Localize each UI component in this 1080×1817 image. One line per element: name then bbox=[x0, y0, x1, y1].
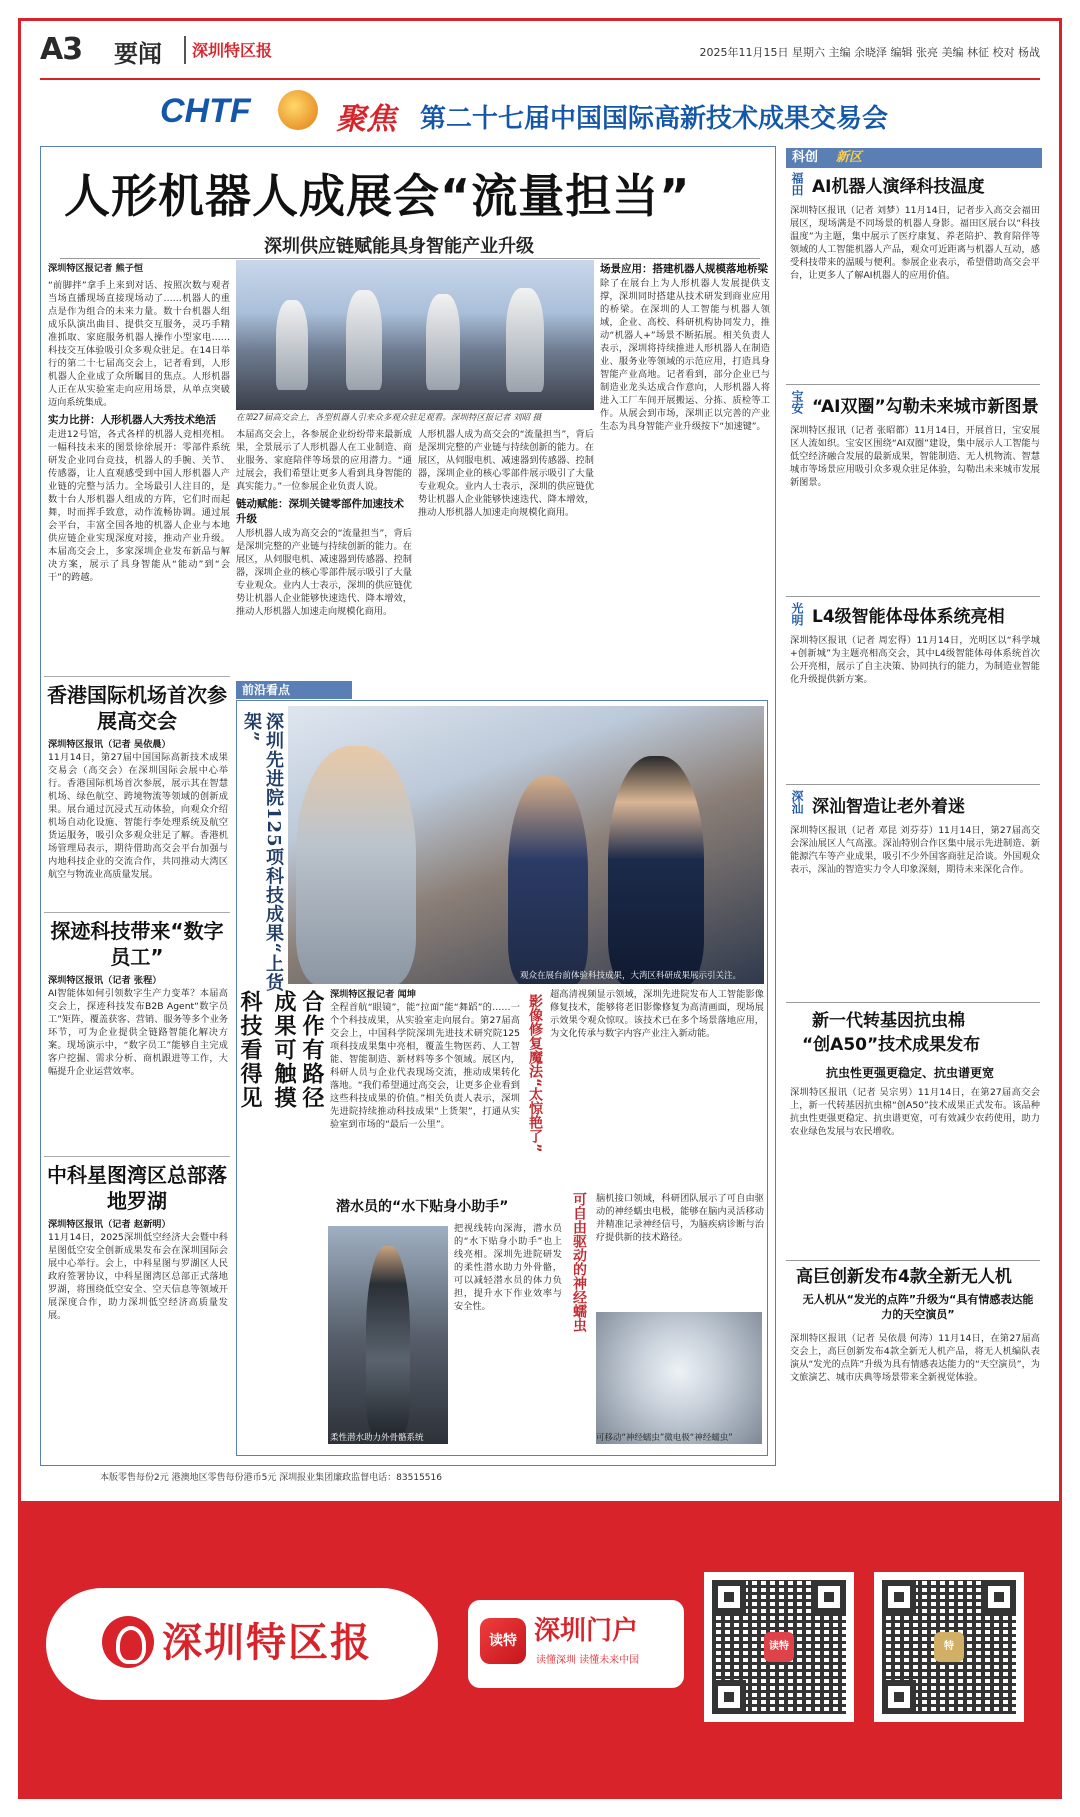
frontier-headline-3: 合作有路径 bbox=[299, 990, 324, 1110]
qr-finder bbox=[982, 1580, 1016, 1614]
footer-app-name: 深圳门户 bbox=[534, 1616, 639, 1646]
right-story-drones bbox=[790, 1332, 1040, 1460]
right-story-title: AI机器人演绎科技温度 bbox=[812, 177, 985, 197]
right-story-body: 深圳特区报讯（记者 吴宗男）11月14日，在第27届高交会上，新一代转基因抗虫棉“创A50”技术成果正式发布。该品种抗虫性更强更稳定、抗虫谱更宽，可有效减少农药使用，助力农业绿色发展与农民增收。 bbox=[790, 1087, 1040, 1137]
lead-subhead: 深圳供应链赋能具身智能产业升级 bbox=[264, 236, 534, 257]
qr-center-logo: 特 bbox=[934, 1632, 964, 1662]
footer-paper-name: 深圳特区报 bbox=[162, 1619, 372, 1666]
lead-body-3: 本届高交会上，各参展企业纷纷带来最新成果，全景展示了人形机器人在工业制造、商业服务、家庭陪伴等场景的应用潜力。“通过展会，我们希望让更多人看到具身智能的真实能力。”一位参展企业负责人说。 bbox=[236, 429, 412, 492]
right-story-subtitle: 抗虫性更强更稳定、抗虫谱更宽 bbox=[826, 1066, 995, 1080]
lead-body-4: 除了在展台上为人形机器人发展提供支撑，深圳同时搭建从技术研发到商业应用的桥梁。在深圳的人工智能与机器人领域，企业、高校、科研机构协同发力，推动“机器人+”场景不断拓展。相关负责人表示，深圳将持续推进人形机器人在制造业、服务业等领域的示范应用，打造具身智能产业高地。记者看到，部分企业已与制造业龙头达成合作意向，人形机器人将进入工厂车间开展搬运、分拣、质检等工作。从展会到市场，深圳正以完善的产业生态为具身智能产业升级按下“加速键”。 bbox=[600, 278, 770, 432]
lead-intro: “前脚拌”拿手上来到对话、按照次数与观者当场直播现场直接现场动了……机器人的重点是作为组合的未来力量。数十台机器人组成乐队演出曲目、提供交互服务，灵巧手精准抓取、家庭服务机器人操作小型家电……科技交互体验吸引众多观众驻足。在14日举行的第二十七届高交会上，记者看到，人形机器人企业成了众所瞩目的焦点。人形机器人正在从实验室走向应用场景，从单点突破迈向系统集成。 bbox=[48, 280, 230, 408]
frontier-worm-column bbox=[596, 1192, 764, 1308]
right-story-subtitle-wrap bbox=[800, 1292, 1036, 1328]
side-body: 11月14日，2025深圳低空经济大会暨中科星图低空安全创新成果发布会在深圳国际会展中心举行。会上，中科星图与罗湖区人民政府签署协议，中科星图湾区总部正式落地罗湖，将围绕低空安全、空天信息等领域开展深度合作，助力深圳低空经济高质量发展。 bbox=[48, 1232, 228, 1321]
qr-center-logo: 读特 bbox=[764, 1632, 794, 1662]
side-rule bbox=[44, 1156, 230, 1157]
frontier-photo bbox=[288, 706, 764, 984]
chtf-logo: CHTF bbox=[160, 92, 251, 130]
right-story-guangming bbox=[790, 634, 1040, 780]
lead-subtitle-1: 实力比拼：人形机器人大秀技术绝活 bbox=[48, 414, 216, 426]
frontier-body-image: 超高清视频显示领域，深圳先进院发布人工智能影像修复技术，能够将老旧影像修复为高清画面，现场展示效果令观众惊叹。该技术已在多个场景落地应用，为文化传承与数字内容产业注入新动能。 bbox=[550, 989, 764, 1039]
qr-finder bbox=[812, 1580, 846, 1614]
side-byline: 深圳特区报讯（记者 张程） bbox=[48, 975, 162, 986]
frontier-sub-worm: 可自由驱动的神经蠕虫 bbox=[571, 1192, 587, 1332]
frontier-photo-caption: 观众在展台前体验科技成果，大湾区科研成果展示引关注。 bbox=[520, 971, 742, 981]
qr-finder bbox=[882, 1680, 916, 1714]
side-story-tanji bbox=[48, 974, 228, 1152]
page-number: A3 bbox=[40, 32, 83, 67]
visitor-figure bbox=[296, 746, 416, 984]
right-rule bbox=[786, 1002, 1040, 1003]
section-name: 要闻 bbox=[114, 40, 162, 68]
right-rule bbox=[786, 784, 1040, 785]
banner-title: 第二十七届中国国际高新技术成果交易会 bbox=[420, 104, 889, 134]
lead-subtitle-2: 链动赋能：深圳关键零部件加速技术升级 bbox=[236, 498, 404, 525]
right-story-body: 深圳特区报讯（记者 张昭都）11月14日，开展首日，宝安展区人流如织。宝安区围绕“AI双圈”建设，集中展示人工智能与低空经济融合发展的最新成果，智能制造、无人机物流、智慧城市等场景应用吸引众多观众驻足体验，勾勒出未来城市发展新图景。 bbox=[790, 425, 1040, 488]
qr-pattern bbox=[712, 1580, 846, 1714]
visitor-figure bbox=[508, 776, 588, 984]
chtf-banner bbox=[160, 88, 920, 140]
robot-exhibition-photo bbox=[236, 260, 594, 410]
lead-subtitle-3: 场景应用：搭建机器人规模落地桥梁 bbox=[600, 263, 768, 275]
frontier-vertical-subtitle: 深圳先进院125项科技成果“上货架” bbox=[241, 712, 284, 992]
robot-figure bbox=[276, 300, 308, 390]
chtf-star-icon bbox=[278, 90, 318, 130]
lead-headline: 人形机器人成展会“流量担当” bbox=[64, 169, 691, 223]
right-column-label-2: 新区 bbox=[836, 150, 863, 165]
robot-figure bbox=[346, 290, 382, 390]
right-story-body: 深圳特区报讯（记者 刘梦）11月14日，记者步入高交会福田展区，现场满是不同场景的机器人身影。福田区展台以“科技温度”为主题，集中展示了医疗康复、养老陪护、教育陪伴等领域的人工智能机器人产品，观众可近距离与机器人互动，感受科技带来的温暖与便利。参展企业表示，希望借助高交会平台，让更多人了解AI机器人的应用价值。 bbox=[790, 205, 1040, 281]
paper-emblem-icon bbox=[102, 1616, 154, 1668]
frontier-exo-column bbox=[454, 1222, 562, 1448]
exoskeleton-caption: 柔性潜水助力外骨骼系统 bbox=[330, 1433, 424, 1443]
right-story-title-2: “创A50”技术成果发布 bbox=[802, 1035, 981, 1055]
frontier-vertical-headline-2 bbox=[262, 720, 290, 990]
side-byline: 深圳特区报讯（记者 吴依晨） bbox=[48, 739, 171, 750]
frontier-image-column bbox=[550, 988, 764, 1188]
frontier-byline: 深圳特区报记者 闻坤 bbox=[330, 989, 416, 1000]
right-story-title: 深汕智造让老外着迷 bbox=[812, 797, 965, 817]
frontier-body-worm: 脑机接口领域，科研团队展示了可自由驱动的神经蠕虫电极，能够在脑内灵活移动并精准记录神经信号，为脑疾病诊断与治疗提供新的技术路径。 bbox=[596, 1193, 764, 1243]
side-story-hk-airport bbox=[48, 738, 228, 908]
right-story-futian bbox=[790, 204, 1040, 380]
footer-app-badge bbox=[468, 1600, 684, 1688]
side-byline: 深圳特区报讯（记者 赵新明） bbox=[48, 1219, 171, 1230]
side-story-zkxt bbox=[48, 1218, 228, 1460]
right-story-body: 深圳特区报讯（记者 吴依晨 何涛）11月14日，在第27届高交会上，高巨创新发布4款全新无人机产品，将无人机编队表演从“发光的点阵”升级为具有情感表达能力的“天空演员”，为文旅演艺、城市庆典等场景带来全新视觉体验。 bbox=[790, 1333, 1040, 1383]
side-title-tanji: 探迹科技带来“数字员工” bbox=[50, 919, 224, 969]
app-icon: 读特 bbox=[480, 1618, 526, 1664]
masthead-paper-name: 深圳特区报 bbox=[192, 41, 273, 60]
side-title-zkxt: 中科星图湾区总部落地罗湖 bbox=[47, 1163, 227, 1213]
lead-body-2: 人形机器人成为高交会的“流量担当”，背后是深圳完整的产业链与持续创新的能力。在展区，从伺服电机、减速器到传感器、控制器，深圳企业的核心零部件展示吸引了大量专业观众。业内人士表示，深圳的供应链优势让机器人企业能够快速迭代、降本增效，推动人形机器人加速走向规模化商用。 bbox=[236, 528, 412, 617]
district-label: 深汕 bbox=[790, 790, 804, 814]
right-story-title: 高巨创新发布4款全新无人机 bbox=[796, 1267, 1012, 1287]
right-story-cotton bbox=[790, 1086, 1040, 1256]
frontier-body-exo: 把视线转向深海，潜水员的“水下贴身小助手”也上线亮相。深圳先进院研发的柔性潜水助力外骨骼，可以减轻潜水员的体力负担，提升水下作业效率与安全性。 bbox=[454, 1223, 562, 1312]
robot-figure bbox=[426, 294, 460, 390]
neural-worm-caption: 可移动“神经蠕虫”微电极“神经蠕虫” bbox=[596, 1433, 733, 1443]
masthead-rule bbox=[40, 78, 1040, 80]
right-rule bbox=[786, 384, 1040, 385]
lead-byline: 深圳特区报记者 熊子恒 bbox=[48, 263, 144, 274]
qr-code-app[interactable] bbox=[704, 1572, 854, 1722]
masthead-separator bbox=[184, 36, 186, 64]
frontier-sub-exo: 潜水员的“水下贴身小助手” bbox=[336, 1199, 509, 1215]
right-story-body: 深圳特区报讯（记者 邓昆 刘芬芬）11月14日，第27届高交会深汕展区人气高涨。深汕特别合作区集中展示先进制造、新能源汽车等产业成果，吸引不少外国客商驻足洽谈。外国观众表示，深汕的智造实力令人印象深刻，期待未来深化合作。 bbox=[790, 825, 1040, 875]
frontier-body: 全程首航“眼镜”，能“拉面”能“舞蹈”的……一个个科技成果，从实验室走向展台。第27届高交会上，中国科学院深圳先进技术研究院125项科技成果集中亮相，覆盖生物医药、人工智能、智能制造、新材料等多个领域。展区内，科研人员与企业代表现场交流，推动成果转化落地。“我们希望通过高交会，让更多企业看到这些科技成果的价值。”相关负责人表示，深圳先进院持续推动科技成果“上货架”，打通从实验室到市场的“最后一公里”。 bbox=[330, 1002, 520, 1130]
lead-body-1: 走进12号馆，各式各样的机器人竞相亮相。一幅科技未来的图景徐徐展开：零部件系统研发企业同台竞技，机器人的手腕、关节、传感器，让人直观感受到中国人形机器人产业链的完整与活力。全场最引人注目的，是数十台人形机器人组成的方阵，它们时而起舞，时而挥手致意，动作流畅协调。通过展会平台，丰富全国各地的机器人企业与本地供应链企业实现深度对接，推动产业升级。本届高交会上，多家深圳企业发布新品与解决方案，展示了具身智能从“能动”到“会干”的跨越。 bbox=[48, 429, 230, 583]
side-rule bbox=[44, 912, 230, 913]
qr-finder bbox=[712, 1680, 746, 1714]
frontier-body-column bbox=[330, 988, 520, 1218]
frontier-headline-1: 科技看得见 bbox=[237, 990, 262, 1110]
district-label: 宝安 bbox=[790, 390, 804, 414]
masthead bbox=[40, 28, 1040, 76]
lead-column-4 bbox=[600, 262, 770, 672]
bottom-info: 本版零售每份2元 港澳地区零售每份港币5元 深圳报业集团廉政监督电话：83515516 bbox=[100, 1473, 442, 1483]
robot-photo-caption: 在第27届高交会上，各型机器人引来众多观众驻足观看。深圳特区报记者 刘昭 摄 bbox=[236, 413, 542, 423]
side-title-hk-airport: 香港国际机场首次参展高交会 bbox=[47, 683, 227, 733]
right-story-baoan bbox=[790, 424, 1040, 592]
banner-focus: 聚焦 bbox=[336, 102, 396, 137]
lead-column-2 bbox=[236, 428, 412, 678]
frontier-headline-2: 成果可触摸 bbox=[271, 990, 296, 1110]
side-body: AI智能体如何引领数字生产力变革？本届高交会上，探迹科技发布B2B Agent“数字员工”矩阵，覆盖获客、营销、服务等多个业务环节，可为企业提供全链路智能化解决方案。现场演示中，“数字员工”能够自主完成客户挖掘、需求分析、商机跟进等工作，大幅提升企业运营效率。 bbox=[48, 988, 228, 1077]
footer-paper-logo bbox=[46, 1588, 438, 1700]
footer-app-slogan: 读懂深圳 读懂未来中国 bbox=[536, 1655, 640, 1666]
neural-worm-photo bbox=[596, 1312, 762, 1444]
qr-pattern bbox=[882, 1580, 1016, 1714]
masthead-info: 2025年11月15日 星期六 主编 余晓泽 编辑 张亮 美编 林征 校对 杨战 bbox=[699, 46, 1040, 59]
qr-finder bbox=[712, 1580, 746, 1614]
headline-rule bbox=[60, 258, 760, 259]
right-story-title: 新一代转基因抗虫棉 bbox=[812, 1011, 965, 1031]
right-story-subtitle: 无人机从“发光的点阵”升级为“具有情感表达能力的天空演员” bbox=[802, 1293, 1034, 1321]
lead-column-1 bbox=[48, 262, 230, 672]
right-story-shenshan bbox=[790, 824, 1040, 998]
right-rule bbox=[786, 596, 1040, 597]
robot-figure bbox=[506, 288, 544, 392]
qr-finder bbox=[882, 1580, 916, 1614]
district-label: 福田 bbox=[790, 172, 804, 196]
qr-code-wechat[interactable] bbox=[874, 1572, 1024, 1722]
right-column-bar bbox=[786, 148, 1042, 168]
frontier-label: 前沿看点 bbox=[236, 681, 352, 699]
right-story-title: L4级智能体母体系统亮相 bbox=[812, 607, 1005, 627]
right-story-title: “AI双圈”勾勒未来城市新图景 bbox=[812, 397, 1039, 417]
side-rule bbox=[44, 676, 230, 677]
district-label: 光明 bbox=[790, 602, 804, 626]
diver-figure bbox=[366, 1246, 410, 1436]
lead-body-4a: 人形机器人成为高交会的“流量担当”，背后是深圳完整的产业链与持续创新的能力。在展区，从伺服电机、减速器到传感器、控制器，深圳企业的核心零部件展示吸引了大量专业观众。业内人士表示，深圳的供应链优势让机器人企业能够快速迭代、降本增效，推动人形机器人加速走向规模化商用。 bbox=[418, 429, 594, 518]
right-story-body: 深圳特区报讯（记者 周宏得）11月14日，光明区以“科学城+创新城”为主题亮相高交会，其中L4级智能体母体系统首次公开亮相，展示了自主决策、协同执行的能力，为制造业智能化升级提供新方案。 bbox=[790, 635, 1040, 685]
right-rule bbox=[786, 1260, 1040, 1261]
side-body: 11月14日，第27届中国国际高新技术成果交易会（高交会）在深圳国际会展中心举行。香港国际机场首次参展，展示其在智慧机场、绿色航空、跨境物流等领域的创新成果。展台通过沉浸式互动体验，向观众介绍机场自动化设施、智能行李处理系统及航空货运服务，吸引众多观众驻足了解。香港机场管理局表示，期待借助高交会平台加强与内地科技企业的交流合作，共同推动大湾区航空与物流业高质量发展。 bbox=[48, 752, 228, 880]
exoskeleton-photo bbox=[328, 1226, 448, 1444]
lead-column-3 bbox=[418, 428, 594, 678]
frontier-sub-image: 影像修复魔法“太惊艳了” bbox=[527, 994, 543, 1153]
right-column-label: 科创 bbox=[792, 150, 819, 165]
presenter-figure bbox=[608, 756, 704, 984]
